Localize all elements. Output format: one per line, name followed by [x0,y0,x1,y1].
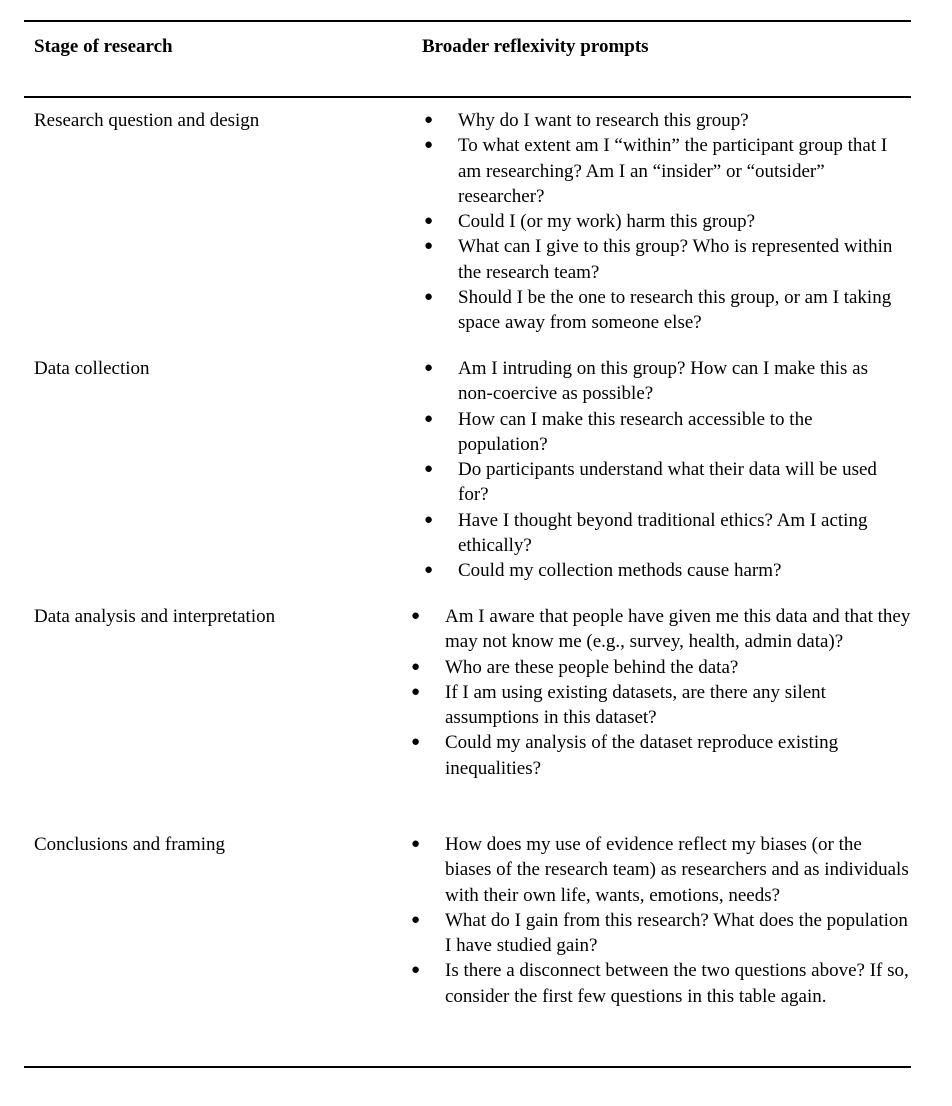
bullet-icon: ● [411,658,421,675]
bullet-icon: ● [424,410,434,427]
table-bottom-rule [24,1066,911,1068]
prompt-text: Should I be the one to research this group, or am I taking space away from someone else? [458,287,892,334]
bullet-icon: ● [424,112,434,128]
prompt-item [411,680,911,731]
prompt-item [411,908,911,959]
prompt-text: Could I (or my work) harm this group? [458,211,756,233]
prompt-text: Could my analysis of the dataset reproduce existing inequalities? [445,732,839,779]
bullet-icon: ● [424,511,434,528]
prompt-item [424,457,894,508]
prompt-text: Am I aware that people have given me this data and that they may not know me (e.g., survey, health, admin data)? [445,606,911,653]
prompt-text: Am I intruding on this group? How can I make this as non-coercive as possible? [458,358,869,405]
prompt-text: Is there a disconnect between the two questions above? If so, consider the first few questions in this table again. [445,960,909,1007]
prompt-list [411,604,911,781]
bullet-icon: ● [411,962,421,979]
prompt-list [424,108,914,336]
stage-label: Conclusions and framing [34,834,226,855]
prompt-item [411,655,911,680]
stage-label: Data analysis and interpretation [34,606,276,627]
prompt-text: Who are these people behind the data? [445,656,739,678]
prompt-text: If I am using existing datasets, are there any silent assumptions in this dataset? [445,681,826,729]
bullet-icon: ● [411,608,421,624]
bullet-icon: ● [424,360,434,376]
prompt-text: How does my use of evidence reflect my biases (or the biases of the research team) as researchers and as individuals with their own life, wants, emotions, needs? [445,834,909,906]
bullet-icon: ● [424,289,434,306]
prompt-item [411,604,911,655]
prompt-item [411,832,911,908]
bullet-icon: ● [424,238,434,255]
prompt-item [424,234,914,285]
bullet-icon: ● [424,562,434,579]
prompt-text: Have I thought beyond traditional ethics? Am I acting ethically? [458,509,868,557]
bullet-icon: ● [411,911,421,928]
bullet-icon: ● [424,461,434,478]
prompt-item [424,356,894,407]
bullet-icon: ● [411,683,421,700]
prompt-item [424,133,914,209]
header-prompts: Broader reflexivity prompts [422,36,649,57]
table-header-rule [24,96,911,98]
prompt-item [424,407,894,458]
prompt-item [424,285,914,336]
bullet-icon: ● [411,734,421,751]
prompt-text: Do participants understand what their data will be used for? [458,459,877,506]
stage-label: Research question and design [34,110,260,131]
prompt-item [411,730,911,781]
prompt-list [411,832,911,1009]
bullet-icon: ● [424,213,434,230]
prompt-item [424,209,914,234]
bullet-icon: ● [411,836,421,852]
header-stage: Stage of research [34,36,173,57]
bullet-icon: ● [424,137,434,154]
prompt-text: How can I make this research accessible to the population? [458,408,813,455]
prompt-text: What can I give to this group? Who is represented within the research team? [458,236,893,283]
prompt-item [411,958,911,1009]
stage-label: Data collection [34,358,150,379]
prompt-text: Why do I want to research this group? [458,110,749,131]
table-top-rule [24,20,911,22]
prompt-item [424,508,894,559]
prompt-text: To what extent am I “within” the participant group that I am researching? Am I an “insider” or “outsider” researcher? [458,135,888,207]
prompt-item [424,108,914,133]
prompt-text: Could my collection methods cause harm? [458,560,782,582]
prompt-list [424,356,894,584]
prompt-text: What do I gain from this research? What does the population I have studied gain? [445,909,908,957]
prompt-item [424,558,894,583]
